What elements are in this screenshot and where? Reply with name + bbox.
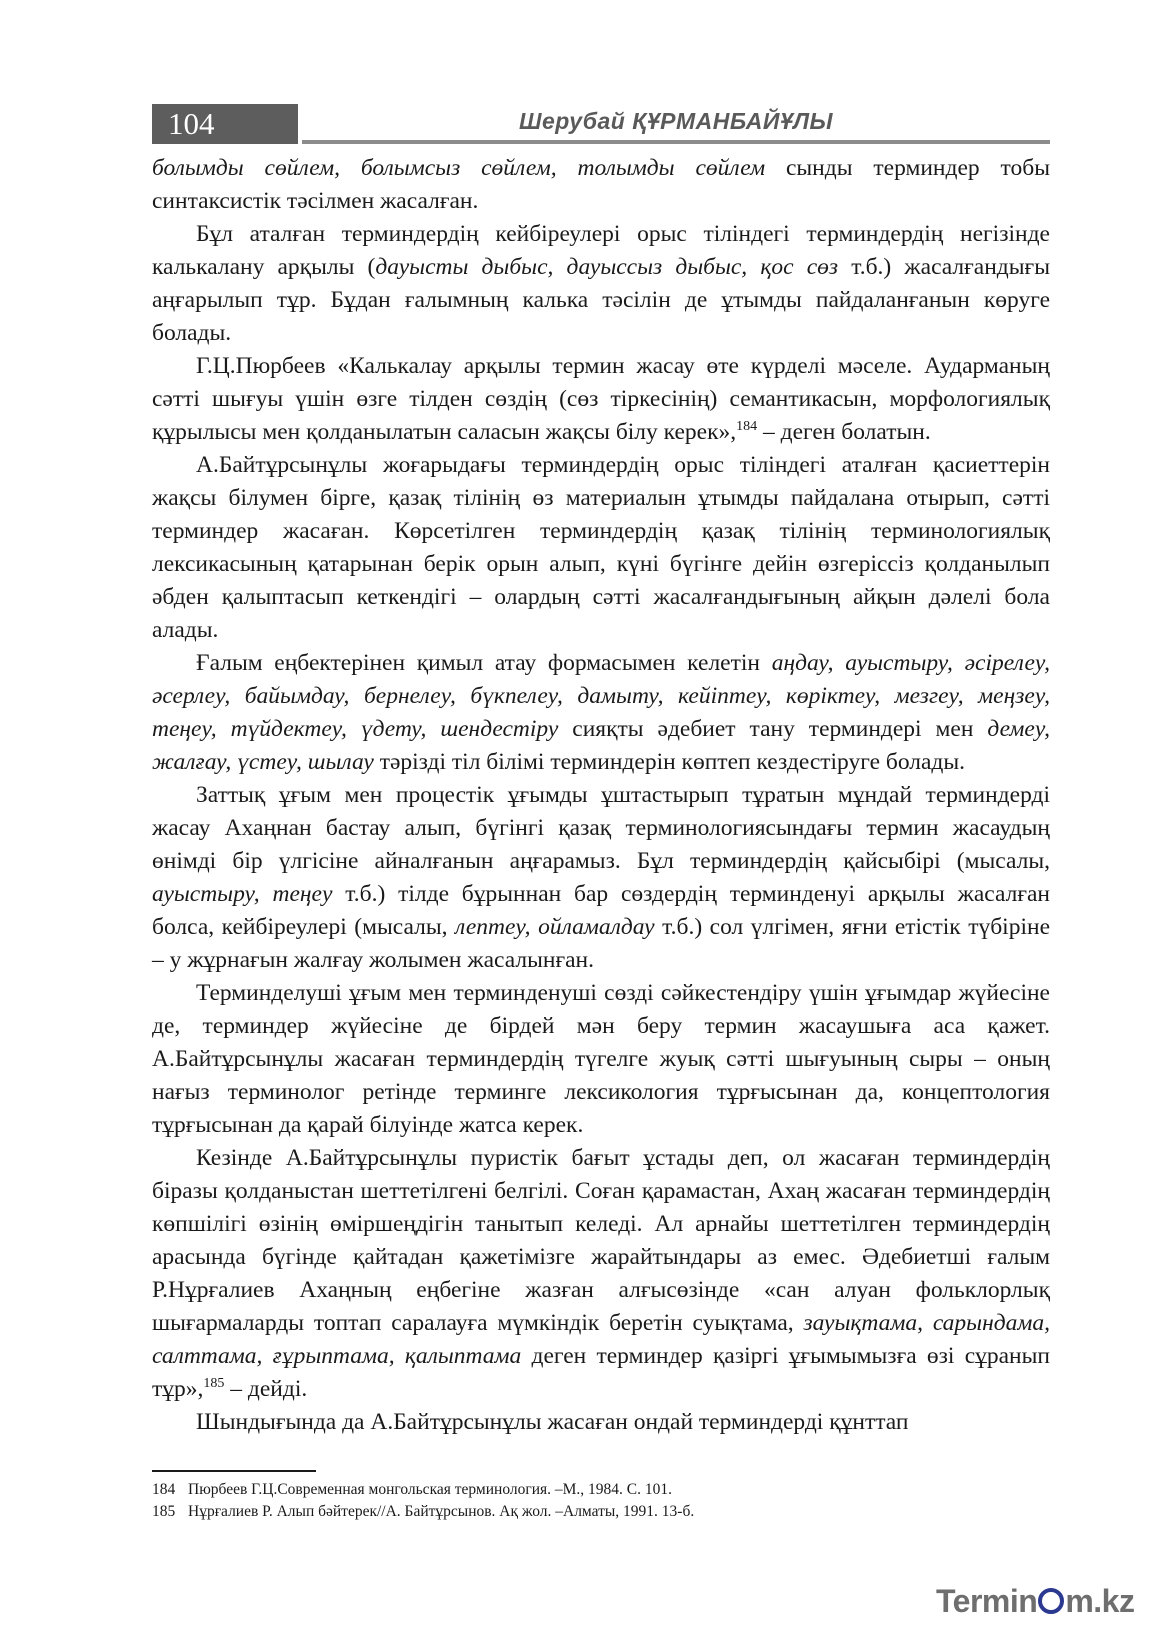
italic-term: дауысты дыбыс, дауыссыз дыбыс, қос сөз (375, 254, 839, 280)
header-rule (302, 140, 1050, 144)
footnote-reference: 185 (203, 1376, 225, 1392)
text-run: Г.Ц.Пюрбеев «Калькалау арқылы термин жасау өте күрделі мәселе. Аударманың сәтті шығуы үшін өзге тілден сөздің (сөз тіркесінің) семантикасын, морфологиялық құрылысы мен қолданылатын саласын жақсы білу керек», (152, 353, 1050, 445)
italic-term: болымды сөйлем, болымсыз сөйлем, толымды сөйлем (152, 155, 766, 181)
italic-term: ауыстыру, теңеу (152, 881, 333, 907)
text-run: Терминделуші ұғым мен терминденуші сөзді сәйкестендіру үшін ұғымдар жүйесіне де, терминдер жүйесіне де бірдей мән беру термин жасаушыға аса қажет. А.Байтұрсынұлы жасаған терминдердің түгелге жуық сәтті шығуының сыры – оның нағыз терминолог ретінде терминге лексикология тұрғысынан да, концептология тұрғысынан да қарай білуінде жатса керек. (152, 980, 1050, 1138)
paragraph (152, 977, 1050, 1142)
running-header (152, 104, 1050, 146)
italic-term: демеу, жалғау, үстеу, шылау (152, 716, 1050, 775)
page-number: 104 (152, 104, 298, 144)
text-run: Бұл аталған терминдердің кейбіреулері орыс тіліндегі терминдердің негізінде калькалану арқылы ( (152, 221, 1050, 280)
text-run: тәрізді тіл білімі терминдерін көптеп кездестіруге болады. (373, 749, 966, 775)
italic-term: зауықтама, сарындама, салттама, ғұрыптама, қалыптама (152, 1310, 1051, 1369)
paragraph (152, 218, 1050, 350)
text-run: – дейді. (224, 1376, 308, 1402)
text-run: сияқты әдебиет тану терминдері мен (558, 716, 988, 742)
footnote-number: 185 (152, 1503, 176, 1520)
text-run: сынды терминдер тобы синтаксистік тәсілмен жасалған. (152, 155, 1050, 214)
italic-term: лептеу, ойламалдау (455, 914, 655, 940)
paragraph (152, 152, 1050, 218)
logo-text-end: m.kz (1065, 1583, 1135, 1619)
footnote-number: 184 (152, 1481, 176, 1498)
body-text (152, 152, 1050, 1439)
footnotes (152, 1479, 1050, 1523)
italic-term: аңдау, ауыстыру, әсірелеу, әсерлеу, байымдау, бернелеу, бүкпелеу, дамыту, кейіптеу, көріктеу, мезгеу, меңзеу, теңеу, түйдектеу, үдету, шендестіру (152, 650, 1051, 742)
text-run: – деген болатын. (757, 419, 931, 445)
footnote-reference: 184 (736, 419, 758, 435)
text-run: деген терминдер қазіргі ұғымымызға өзі сұранып тұр», (152, 1343, 1050, 1402)
text-run: Кезінде А.Байтұрсынұлы пуристік бағыт ұстады деп, ол жасаған терминдердің біразы қолданыстан шеттетілгені белгілі. Соған қарамастан, Ахаң жасаған терминдердің көпшілігі өзінің өміршеңдігін танытып келеді. Ал арнайы шеттетілген терминдердің арасында бүгінде қайтадан қажетімізге жарайтындары аз емес. Әдебиетші ғалым Р.Нұрғалиев Ахаңның еңбегіне жазған алғысөзінде «сан алуан фольклорлық шығармаларды топтап саралауға мүмкіндік беретін суықтама, (152, 1145, 1050, 1336)
ring-o-icon (1038, 1588, 1064, 1614)
termincom-logo (936, 1583, 1136, 1623)
paragraph (152, 779, 1050, 977)
text-run: т.б.) тілде бұрыннан бар сөздердің терминденуі арқылы жасалған болса, кейбіреулері (мысалы, (152, 881, 1050, 940)
text-run: т.б.) сол үлгімен, яғни етістік түбіріне – у жұрнағын жалғау жолымен жасалынған. (152, 914, 1050, 973)
logo-text-start: Termin (936, 1583, 1038, 1619)
running-title: Шерубай ҚҰРМАНБАЙҰЛЫ (518, 108, 834, 134)
text-run: Ғалым еңбектерінен қимыл атау формасымен келетін (196, 650, 772, 676)
footnote-separator (152, 1470, 316, 1472)
paragraph (152, 1142, 1050, 1406)
paragraph (152, 449, 1050, 647)
text-run: т.б.) жасалғандығы аңғарылып тұр. Бұдан ғалымның калька тәсілін де ұтымды пайдаланғанын көруге болады. (152, 254, 1050, 346)
footnote (152, 1479, 1050, 1501)
text-run: А.Байтұрсынұлы жоғарыдағы терминдердің орыс тіліндегі аталған қасиеттерін жақсы білумен бірге, қазақ тілінің өз материалын ұтымды пайдалана отырып, сәтті терминдер жасаған. Көрсетілген терминдердің қазақ тілінің терминологиялық лексикасының қатарынан берік орын алып, күні бүгінге дейін өзгеріссіз қолданылып әбден қалыптасып кеткендігі – олардың сәтті жасалғандығының айқын дәлелі бола алады. (152, 452, 1050, 643)
footnote (152, 1501, 1050, 1523)
footnote-text: Пюрбеев Г.Ц.Современная монгольская терминология. –М., 1984. С. 101. (188, 1481, 672, 1498)
paragraph (152, 647, 1050, 779)
paragraph (152, 350, 1050, 449)
text-run: Заттық ұғым мен процестік ұғымды ұштастырып тұратын мұндай терминдерді жасау Ахаңнан бастау алып, бүгінгі қазақ терминологиясындағы термин жасаудың өнімді бір үлгісіне айналғанын аңғарамыз. Бұл терминдердің қайсыбірі (мысалы, (152, 782, 1050, 874)
footnote-text: Нұрғалиев Р. Алып бәйтерек//А. Байтұрсынов. Ақ жол. –Алматы, 1991. 13-б. (188, 1503, 695, 1520)
text-run: Шындығында да А.Байтұрсынұлы жасаған ондай терминдерді құнттап (196, 1409, 909, 1435)
paragraph (152, 1406, 1050, 1439)
